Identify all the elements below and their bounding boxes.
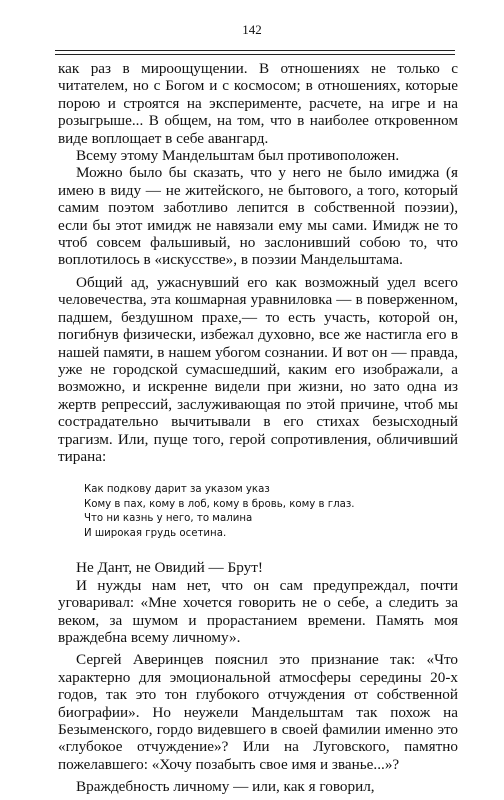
paragraph: Не Дант, не Овидий — Брут!: [76, 559, 263, 577]
page-number: 142: [242, 22, 262, 37]
paragraph: Сергей Аверинцев пояснил это признание так: «Что характерно для эмоциональной атмосферы середины 20-х годов, так это тон глубокого отчуждения от собственной биографии». Но неужели Мандельштам так похож на Безыменского, гордо видевшего в своей фамилии именно это «глубокое отчуждение»? Или на Луговского, памятно пожелавшего: «Хочу позабыть свое имя и званье...»?: [58, 651, 458, 773]
poem-line: Кому в пах, кому в лоб, кому в бровь, кому в глаз.: [84, 498, 355, 510]
paragraph: Всему этому Мандельштам был противоположен.: [76, 147, 400, 165]
poem-line: И широкая грудь осетина.: [84, 527, 227, 539]
paragraph: как раз в мироощущении. В отношениях не только с читателем, но с Богом и с космосом; в отношениях, которые порою и строятся на эксперименте, расчете, на игре и на розыгрыше... В общем, на том, что в наиболее откровенном виде воплощает в себе авангард.: [58, 60, 458, 147]
paragraph: Можно было бы сказать, что у него не было имиджа (я имею в виду — не житейского, не бытового, а того, который самим поэтом заботливо лепится в собственной поэзии), если бы этот имидж не навязали ему мы сами. Имидж не то чтоб совсем фальшивый, но заслонивший собою то, что воплотилось в «искусстве», в поэзии Мандельштама.: [58, 164, 458, 269]
paragraph: Враждебность личному — или, как я говорил,: [76, 778, 375, 796]
body-text: [58, 60, 458, 796]
poem-line: Как подкову дарит за указом указ: [84, 484, 270, 496]
header-rule: [55, 50, 455, 51]
paragraph: И нужды нам нет, что он сам предупреждал, почти уговаривал: «Мне хочется говорить не о себе, а следить за веком, за шумом и прорастанием времени. Память моя враждебна всему личному».: [58, 576, 458, 646]
poem-line: Что ни казнь у него, то малина: [84, 513, 253, 525]
header-rule-lower: [55, 54, 455, 55]
poem-quote: [84, 483, 458, 541]
paragraph: Общий ад, ужаснувший его как возможный удел всего человечества, эта кошмарная уравниловка — в поверженном, падшем, бездушном прахе,— то есть участь, которой он, погибнув физически, избежал духовно, все же настигла его в нашей памяти, в нашем убогом сознании. И вот он — правда, уже не городской сумасшедший, каким его изображали, а возможно, и искренне видели при жизни, но зато одна из жертв репрессий, заслуживающая по этой причине, чтоб мы сострадательно вычитывали в его стихах безысходный трагизм. Или, пуще того, герой сопротивления, обличивший тирана:: [58, 273, 458, 465]
